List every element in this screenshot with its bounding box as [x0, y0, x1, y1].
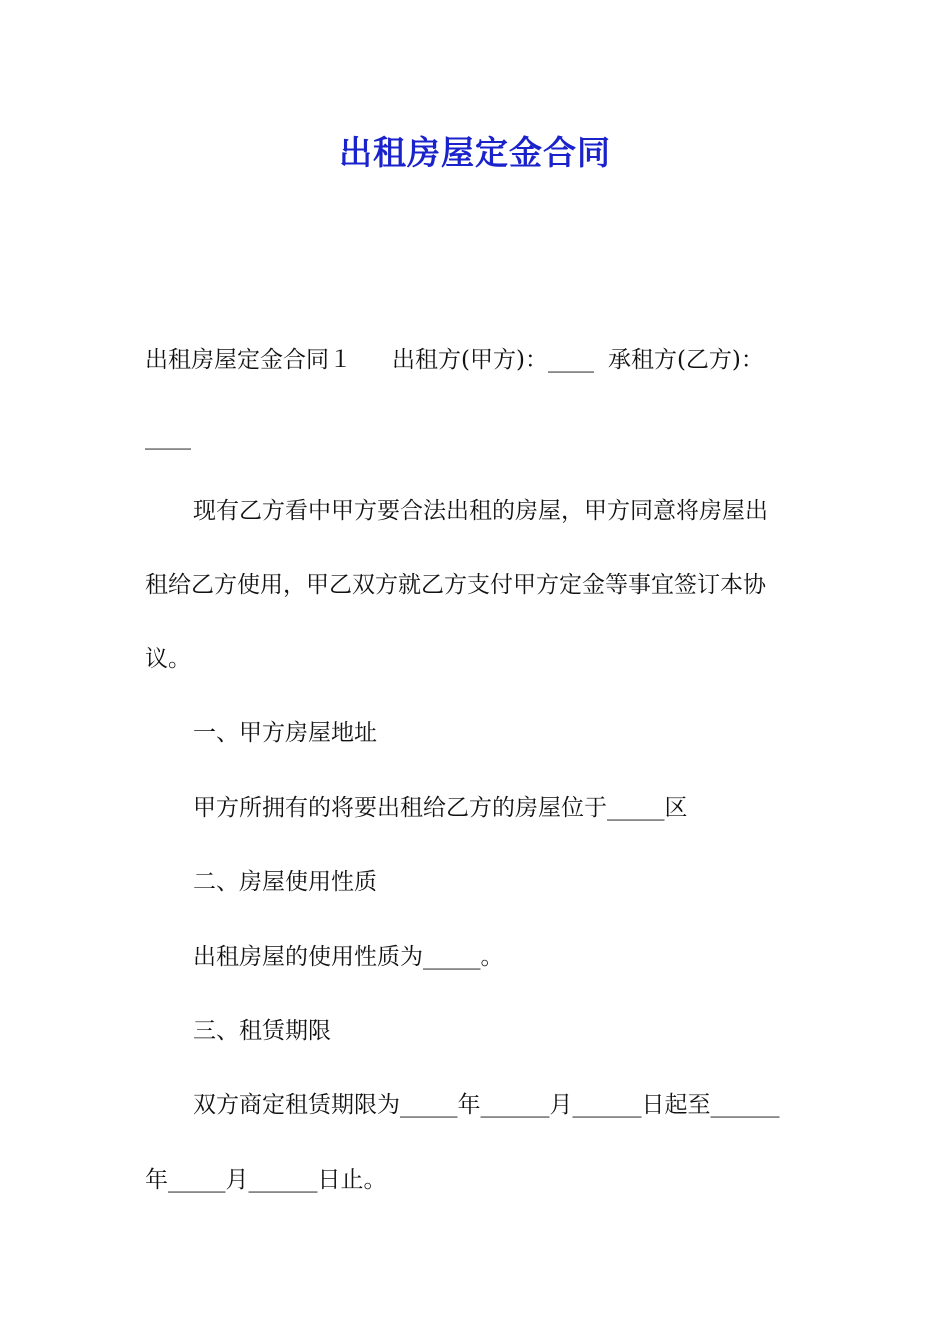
section-text-address: 甲方所拥有的将要出租给乙方的房屋位于_____区: [193, 795, 688, 821]
lessee-label: 承租方(乙方)：: [607, 347, 764, 373]
lessor-field: 出租方(甲方)：____: [392, 347, 594, 373]
section-heading-usage: 二、房屋使用性质: [193, 869, 377, 895]
header-line: [145, 343, 815, 377]
intro-line-2: 租给乙方使用，甲乙双方就乙方支付甲方定金等事宜签订本协: [145, 572, 766, 598]
contract-number: 出租房屋定金合同１: [145, 347, 352, 373]
section-heading-term: 三、租赁期限: [193, 1018, 331, 1044]
section-text-term-1: 双方商定租赁期限为_____年______月______日起至______: [193, 1092, 780, 1118]
section-text-term-2: 年_____月______日止。: [145, 1167, 387, 1193]
intro-line-3: 议。: [145, 646, 191, 672]
section-text-usage: 出租房屋的使用性质为_____。: [193, 944, 504, 970]
intro-line-1: 现有乙方看中甲方要合法出租的房屋，甲方同意将房屋出: [193, 498, 768, 524]
document-title: 出租房屋定金合同: [339, 133, 611, 172]
lessee-blank: ____: [145, 424, 191, 450]
section-heading-address: 一、甲方房屋地址: [193, 720, 377, 746]
